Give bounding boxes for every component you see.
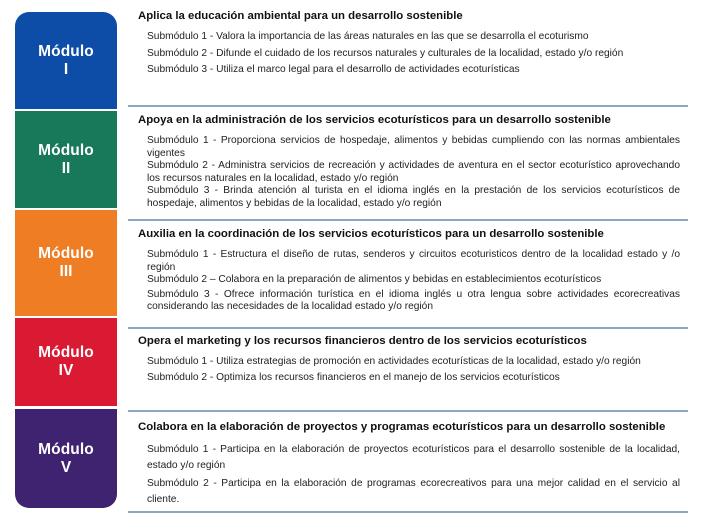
submodule-item: Submódulo 1 - Estructura el diseño de rutas, senderos y circuitos ecoturisticos dentro de la localidad estado y /o región [147,249,680,273]
submodule-item: Submódulo 3 - Utiliza el marco legal para el desarrollo de actividades ecoturísticas [147,64,520,76]
module-1-section [138,9,680,83]
submodule-item: Submódulo 1 - Valora la importancia de las áreas naturales en las que se desarrolla el ecoturismo [147,31,589,42]
module-2-title: Apoya en la administración de los servicios ecoturísticos para un desarrollo sostenible [138,114,611,126]
section-divider [128,511,688,513]
module-numeral: V [60,458,72,476]
module-2-badge [15,111,117,208]
section-divider [128,410,688,412]
submodule-item: Submódulo 1 - Participa en la elaboración de proyectos ecoturísticos para el desarrollo sostenible de la localidad, estado y/o región [147,444,680,471]
module-numeral: III [59,263,73,280]
submodule-item: Submódulo 2 - Participa en la elaboración de programas ecorecreativos para una mejor calidad en el servicio al cliente. [147,478,680,505]
module-4-submodule-list [138,356,680,384]
module-2-section [138,113,680,211]
module-1-badge [15,12,117,109]
submodule-item: Submódulo 3 - Ofrece información turística en el idioma inglés u otra lengua sobre actividades ecorecreativas considerando las necesidades de la localidad estado y/o región [147,288,680,313]
module-5-submodule-list [138,442,680,508]
section-divider [128,219,688,221]
submodule-item: Submódulo 1 - Proporciona servicios de hospedaje, alimentos y bebidas cumpliendo con las normas ambientales vigentes [147,135,680,159]
submodule-item: Submódulo 2 - Difunde el cuidado de los recursos naturales y culturales de la localidad, estado y/o región [147,47,624,59]
module-3-submodule-list [138,249,680,314]
section-divider [128,105,688,107]
module-numeral: I [63,60,69,78]
module-5-title: Colabora en la elaboración de proyectos y programas ecoturísticos para un desarrollo sostenible [138,421,666,433]
module-label: Módulo [38,42,94,60]
module-label: Módulo [38,344,94,361]
module-4-badge [15,318,117,406]
module-label: Módulo [38,440,94,458]
module-5-badge [15,409,117,508]
module-label: Módulo [38,245,94,262]
module-numeral: IV [58,362,74,379]
module-4-title: Opera el marketing y los recursos financieros dentro de los servicios ecoturísticos [138,335,587,347]
module-3-title: Auxilia en la coordinación de los servicios ecoturísticos para un desarrollo sostenible [138,228,604,240]
submodule-item: Submódulo 1 - Utiliza estrategias de promoción en actividades ecoturísticas de la localidad, estado y/o región [147,356,641,367]
module-1-submodule-list [138,31,680,77]
module-2-submodule-list [138,135,680,211]
module-numeral: II [61,159,71,177]
submodule-item: Submódulo 2 - Optimiza los recursos financieros en el manejo de los servicios ecoturísticos [147,371,560,383]
module-4-section [138,334,680,388]
submodule-item: Submódulo 2 – Colabora en la preparación de alimentos y bebidas en establecimientos ecoturísticos [147,274,602,286]
module-1-title: Aplica la educación ambiental para un desarrollo sostenible [138,10,463,22]
module-label: Módulo [38,141,94,159]
section-divider [128,327,688,329]
module-5-section [138,420,680,512]
module-3-section [138,227,680,318]
module-3-badge [15,210,117,316]
submodule-item: Submódulo 2 - Administra servicios de recreación y actividades de aventura en el sector ecoturístico aprovechando los recursos naturales en la localidad, estado y/o región [147,160,680,184]
submodule-item: Submódulo 3 - Brinda atención al turista en el idioma inglés en la prestación de los servicios ecoturísticos de hospedaje, alimentos y bebidas de la localidad, estado y/o región [147,185,680,209]
